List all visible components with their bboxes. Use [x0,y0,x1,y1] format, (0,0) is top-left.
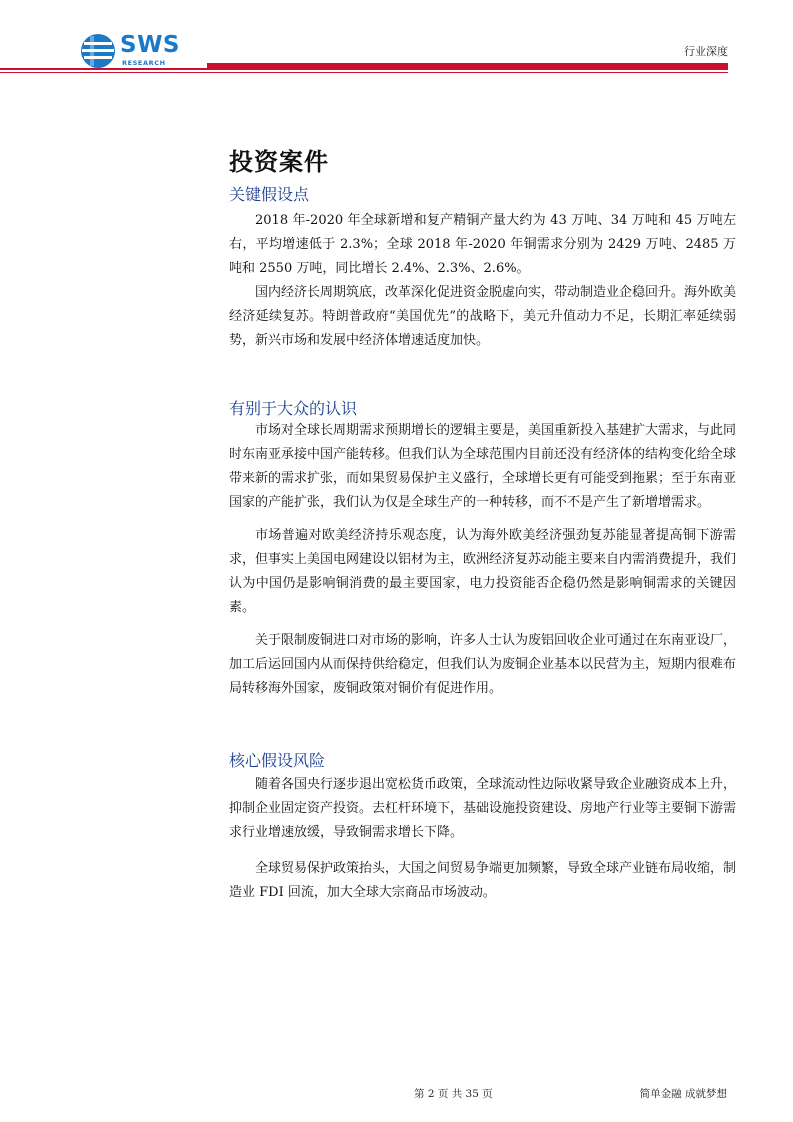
section-heading-risks: 核心假设风险 [229,751,326,770]
logo-text: SWS [120,32,180,58]
header-rule-right [207,63,728,70]
section-heading-different-view: 有别于大众的认识 [229,399,358,418]
sws-logo [80,33,190,73]
section-paragraph: 随着各国央行逐步退出宽松货币政策，全球流动性边际收紧导致企业融资成本上升，抑制企业固定资产投资。去杠杆环境下，基础设施投资建设、房地产行业等主要铜下游需求行业增速放缓，导致铜需求增长下降。 [229,777,737,840]
section-paragraph: 全球贸易保护政策抬头，大国之间贸易争端更加频繁，导致全球产业链布局收缩，制造业 FDI 回流，加大全球大宗商品市场波动。 [229,861,737,900]
header-rule-left [0,68,207,70]
section-paragraph: 关于限制废铜进口对市场的影响，许多人士认为废铝回收企业可通过在东南亚设厂，加工后运回国内从而保持供给稳定，但我们认为废铜企业基本以民营为主，短期内很难布局转移海外国家，废铜政策对铜价有促进作用。 [229,633,737,696]
section-paragraph: 市场普遍对欧美经济持乐观态度，认为海外欧美经济强劲复苏能显著提高铜下游需求，但事实上美国电网建设以铝材为主，欧洲经济复苏动能主要来自内需消费提升，我们认为中国仍是影响铜消费的最主要国家，电力投资能否企稳仍然是影响铜需求的关键因素。 [229,528,737,615]
report-type-label: 行业深度 [684,45,728,58]
page-title: 投资案件 [229,148,329,176]
page-number: 第 2 页 共 35 页 [414,1088,493,1100]
header-rule-thin [0,72,728,73]
section-paragraph: 2018 年-2020 年全球新增和复产精铜产量大约为 43 万吨、34 万吨和 45 万吨左右，平均增速低于 2.3%；全球 2018 年-2020 年铜需求分别为 2429 万吨、2485 万吨和 2550 万吨，同比增长 2.4%、2.3%、2.6%。 [229,213,736,276]
logo-subtext: RESEARCH [122,59,166,67]
sws-globe-icon [80,33,116,69]
section-heading-key-assumptions: 关键假设点 [229,185,310,204]
section-paragraph: 市场对全球长周期需求预期增长的逻辑主要是，美国重新投入基建扩大需求，与此同时东南亚承接中国产能转移。但我们认为全球范围内目前还没有经济体的结构变化给全球带来新的需求扩张，而如果贸易保护主义盛行，全球增长更有可能受到拖累；至于东南亚国家的产能扩张，我们认为仅是全球生产的一种转移，而不不是产生了新增增需求。 [229,423,737,510]
footer-slogan: 简单金融 成就梦想 [639,1088,727,1100]
section-paragraph: 国内经济长周期筑底，改革深化促进资金脱虚向实，带动制造业企稳回升。海外欧美经济延续复苏。特朗普政府“美国优先”的战略下，美元升值动力不足，长期汇率延续弱势，新兴市场和发展中经济体增速适度加快。 [229,285,737,348]
